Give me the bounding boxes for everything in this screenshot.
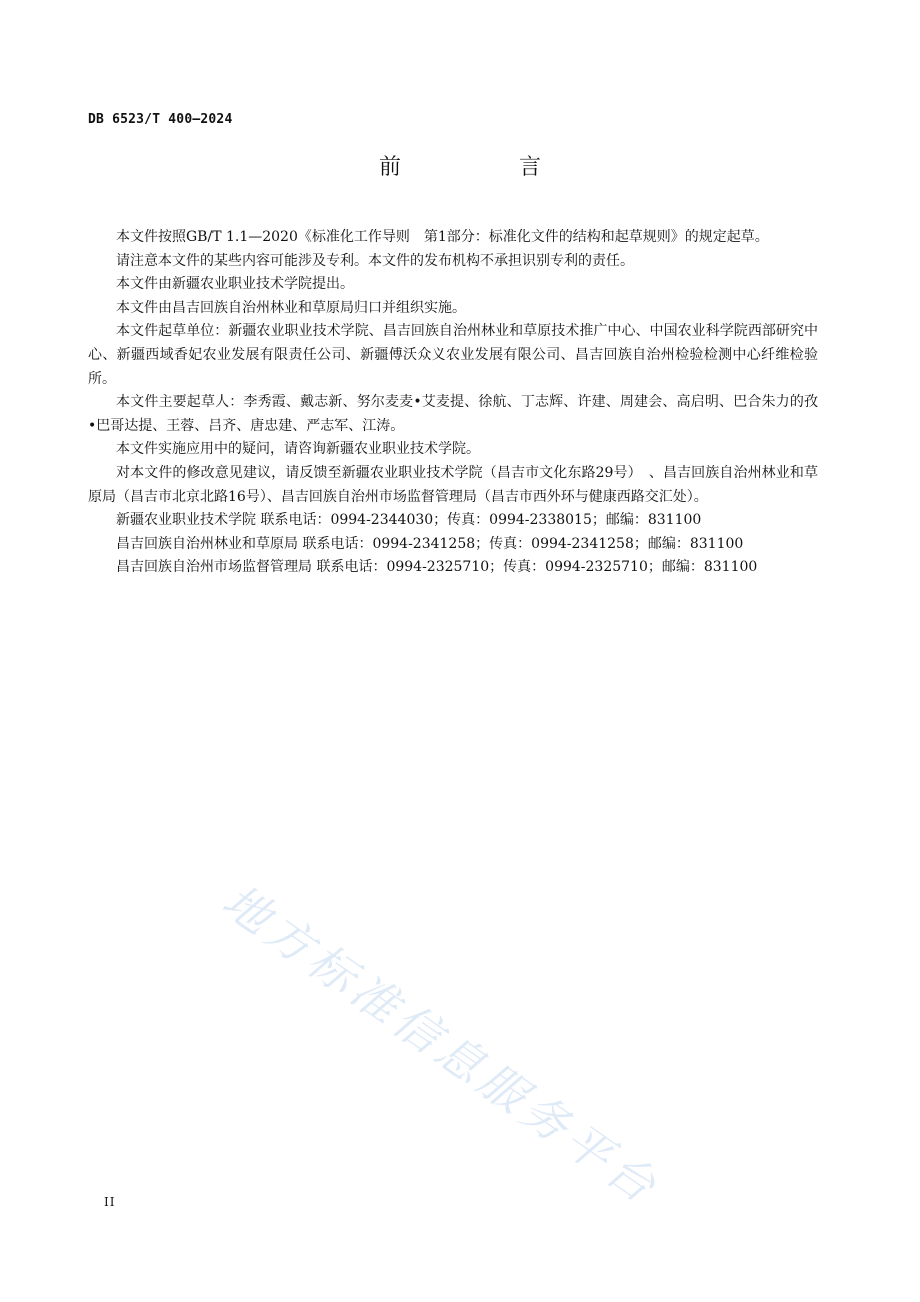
watermark: 地方标准信息服务平台 [212,873,670,1216]
page-number: II [104,1195,116,1209]
paragraph-responsible-unit: 本文件由昌吉回族自治州林业和草原局归口并组织实施。 [116,299,466,316]
foreword-body [88,226,818,580]
paragraph-patent-notice: 请注意本文件的某些内容可能涉及专利。本文件的发布机构不承担识别专利的责任。 [116,252,634,269]
paragraph-inquiries: 本文件实施应用中的疑问，请咨询新疆农业职业技术学院。 [116,441,480,458]
paragraph-drafters: 本文件主要起草人：李秀霞、戴志新、努尔麦麦•艾麦提、徐航、丁志辉、许建、周建会、高启明、巴合朱力的孜•巴哥达提、王蓉、吕齐、唐忠建、严志军、江涛。 [88,394,818,434]
paragraph-drafting-units: 本文件起草单位：新疆农业职业技术学院、昌吉回族自治州林业和草原技术推广中心、中国农业科学院西部研究中心、新疆西域香妃农业发展有限责任公司、新疆傅沃众义农业发展有限公司、昌吉回族自治州检验检测中心纤维检验所。 [88,323,818,387]
document-code: DB 6523/T 400—2024 [88,112,233,127]
paragraph-contact-market: 昌吉回族自治州市场监督管理局 联系电话：0994-2325710；传真：0994-2325710；邮编：831100 [116,559,758,576]
page-title: 前 言 [378,155,589,180]
paragraph-proposer: 本文件由新疆农业职业技术学院提出。 [116,276,354,293]
paragraph-contact-college: 新疆农业职业技术学院 联系电话：0994-2344030；传真：0994-2338015；邮编：831100 [116,512,702,529]
paragraph-drafting-rules: 本文件按照GB/T 1.1—2020《标准化工作导则 第1部分：标准化文件的结构和起草规则》的规定起草。 [116,229,769,245]
paragraph-feedback: 对本文件的修改意见建议，请反馈至新疆农业职业技术学院（昌吉市文化东路29号） 、昌吉回族自治州林业和草原局（昌吉市北京北路16号）、昌吉回族自治州市场监督管理局（昌吉市西外环与健康西路交汇处）。 [88,464,818,505]
paragraph-contact-forestry: 昌吉回族自治州林业和草原局 联系电话：0994-2341258；传真：0994-2341258；邮编：831100 [116,535,744,552]
